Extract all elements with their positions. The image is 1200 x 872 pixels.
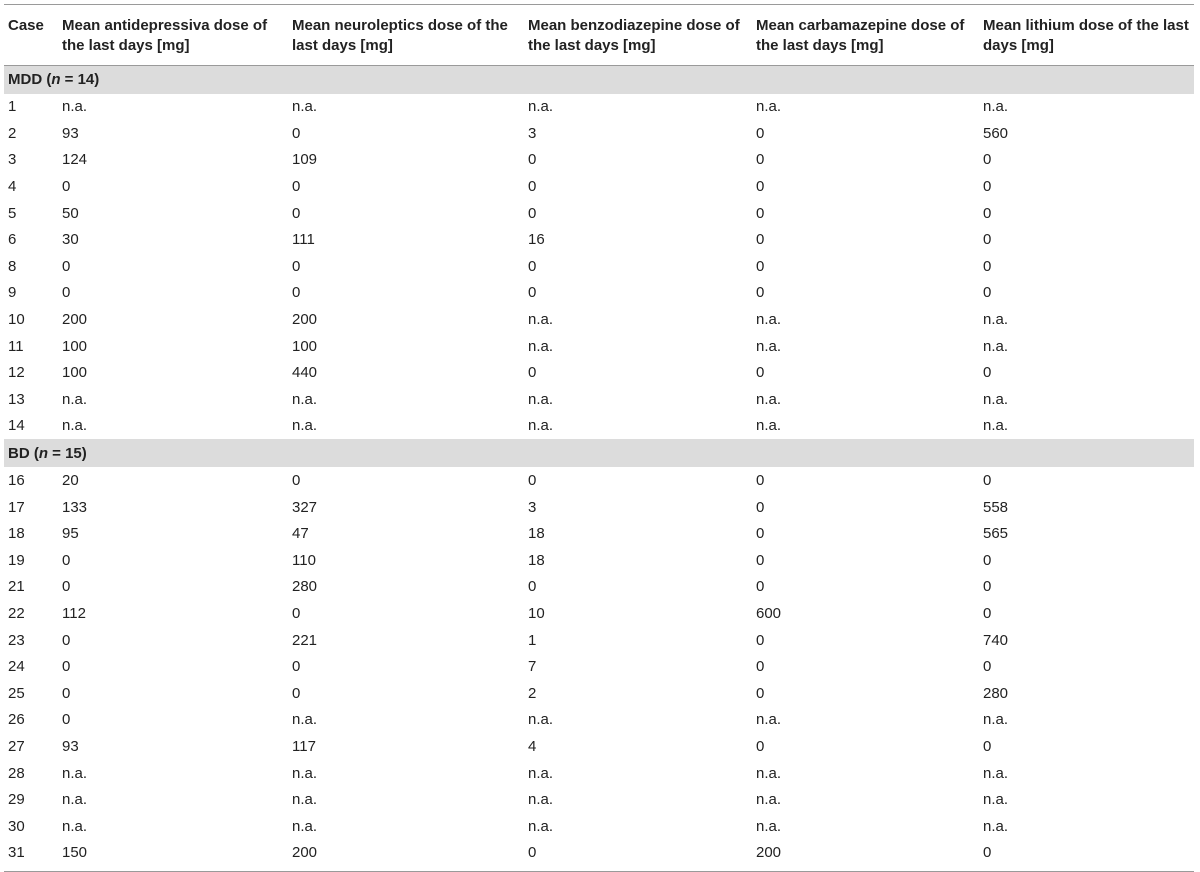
cell-benzodiazepine: 0	[528, 844, 537, 862]
table-row	[4, 467, 1194, 494]
table-row	[4, 120, 1194, 147]
cell-antidepressiva: 0	[62, 257, 71, 275]
cell-antidepressiva: 0	[62, 178, 71, 196]
cell-antidepressiva: 95	[62, 525, 79, 543]
cell-benzodiazepine: 2	[528, 684, 537, 702]
cell-neuroleptics: n.a.	[292, 98, 318, 116]
table-row	[4, 359, 1194, 386]
cell-lithium: 558	[983, 498, 1009, 516]
cell-carbamazepine: 0	[756, 124, 765, 142]
cell-antidepressiva: 133	[62, 498, 88, 516]
cell-benzodiazepine: n.a.	[528, 311, 554, 329]
cell-carbamazepine: 0	[756, 498, 765, 516]
cell-antidepressiva: 50	[62, 204, 79, 222]
cell-case: 17	[8, 498, 25, 516]
cell-neuroleptics: 0	[292, 284, 301, 302]
cell-antidepressiva: 0	[62, 631, 71, 649]
cell-neuroleptics: 110	[292, 551, 316, 569]
cell-case: 1	[8, 98, 17, 116]
cell-antidepressiva: 100	[62, 364, 88, 382]
cell-benzodiazepine: n.a.	[528, 764, 554, 782]
top-rule	[4, 4, 1194, 5]
cell-case: 9	[8, 284, 17, 302]
cell-antidepressiva: 30	[62, 231, 79, 249]
cell-antidepressiva: n.a.	[62, 390, 88, 408]
cell-neuroleptics: 117	[292, 737, 316, 755]
cell-case: 24	[8, 658, 25, 676]
cell-benzodiazepine: 0	[528, 257, 537, 275]
header-benzodiazepine: Mean benzodiazepine dose of the last days [mg]	[524, 8, 752, 65]
cell-lithium: 0	[983, 231, 992, 249]
cell-lithium: 0	[983, 151, 992, 169]
cell-case: 30	[8, 817, 25, 835]
cell-carbamazepine: n.a.	[756, 417, 782, 435]
cell-lithium: 565	[983, 525, 1009, 543]
cell-lithium: 0	[983, 284, 992, 302]
cell-antidepressiva: 200	[62, 311, 88, 329]
cell-carbamazepine: 0	[756, 525, 765, 543]
cell-antidepressiva: 20	[62, 472, 79, 490]
table-row	[4, 813, 1194, 840]
cell-case: 23	[8, 631, 25, 649]
cell-antidepressiva: 93	[62, 124, 79, 142]
table-row	[4, 413, 1194, 440]
cell-lithium: n.a.	[983, 390, 1009, 408]
cell-carbamazepine: 0	[756, 684, 765, 702]
cell-case: 25	[8, 684, 25, 702]
group-label	[4, 439, 1194, 467]
cell-benzodiazepine: 18	[528, 525, 545, 543]
cell-carbamazepine: 0	[756, 737, 765, 755]
cell-benzodiazepine: 3	[528, 498, 537, 516]
cell-lithium: 0	[983, 578, 992, 596]
cell-neuroleptics: 109	[292, 151, 318, 169]
cell-case: 26	[8, 711, 25, 729]
cell-antidepressiva: n.a.	[62, 791, 88, 809]
cell-lithium: 0	[983, 737, 992, 755]
cell-antidepressiva: 124	[62, 151, 88, 169]
cell-carbamazepine: 200	[756, 844, 782, 862]
cell-lithium: 0	[983, 204, 992, 222]
cell-carbamazepine: 0	[756, 178, 765, 196]
cell-carbamazepine: n.a.	[756, 390, 782, 408]
cell-benzodiazepine: 0	[528, 204, 537, 222]
cell-case: 12	[8, 364, 25, 382]
cell-case: 22	[8, 604, 25, 622]
cell-neuroleptics: 111	[292, 231, 315, 249]
cell-benzodiazepine: 7	[528, 658, 537, 676]
cell-benzodiazepine: 0	[528, 151, 537, 169]
cell-antidepressiva: 0	[62, 711, 71, 729]
cell-lithium: 0	[983, 472, 992, 490]
group-header-row	[4, 65, 1194, 94]
cell-carbamazepine: 0	[756, 551, 765, 569]
cell-lithium: 0	[983, 257, 992, 275]
cell-antidepressiva: 112	[62, 604, 86, 622]
cell-case: 13	[8, 390, 25, 408]
group-label-prefix: MDD (	[8, 71, 52, 88]
group-label-n: n	[38, 444, 48, 462]
cell-antidepressiva: n.a.	[62, 98, 88, 116]
cell-benzodiazepine: 16	[528, 231, 545, 249]
cell-neuroleptics: 440	[292, 364, 318, 382]
cell-antidepressiva: 0	[62, 658, 71, 676]
cell-carbamazepine: 0	[756, 284, 765, 302]
cell-carbamazepine: n.a.	[756, 817, 782, 835]
cell-benzodiazepine: n.a.	[528, 98, 554, 116]
cell-neuroleptics: 280	[292, 578, 318, 596]
cell-benzodiazepine: n.a.	[528, 711, 554, 729]
table-row	[4, 253, 1194, 280]
cell-antidepressiva: n.a.	[62, 817, 88, 835]
header-lithium: Mean lithium dose of the last days [mg]	[979, 8, 1194, 65]
cell-antidepressiva: 0	[62, 684, 71, 702]
cell-case: 27	[8, 737, 25, 755]
cell-neuroleptics: 200	[292, 311, 318, 329]
cell-benzodiazepine: n.a.	[528, 390, 554, 408]
cell-case: 29	[8, 791, 25, 809]
table-row	[4, 840, 1194, 867]
cell-neuroleptics: n.a.	[292, 791, 318, 809]
cell-case: 14	[8, 417, 25, 435]
table-row	[4, 226, 1194, 253]
cell-carbamazepine: 0	[756, 472, 765, 490]
cell-antidepressiva: 0	[62, 578, 71, 596]
table-row	[4, 653, 1194, 680]
cell-carbamazepine: 0	[756, 631, 765, 649]
cell-lithium: n.a.	[983, 311, 1009, 329]
cell-case: 3	[8, 151, 17, 169]
cell-carbamazepine: n.a.	[756, 337, 782, 355]
cell-antidepressiva: 93	[62, 737, 79, 755]
table-row	[4, 520, 1194, 547]
group-header-row	[4, 439, 1194, 467]
cell-case: 6	[8, 231, 17, 249]
cell-carbamazepine: n.a.	[756, 791, 782, 809]
cell-neuroleptics: 0	[292, 684, 301, 702]
cell-benzodiazepine: 18	[528, 551, 545, 569]
cell-case: 28	[8, 764, 25, 782]
table-row	[4, 600, 1194, 627]
table-row	[4, 786, 1194, 813]
cell-case: 31	[8, 844, 25, 862]
cell-benzodiazepine: 0	[528, 284, 537, 302]
table-body	[4, 65, 1194, 866]
cell-lithium: 0	[983, 178, 992, 196]
cell-benzodiazepine: n.a.	[528, 417, 554, 435]
cell-lithium: 0	[983, 364, 992, 382]
cell-carbamazepine: n.a.	[756, 711, 782, 729]
cell-case: 10	[8, 311, 25, 329]
cell-benzodiazepine: 4	[528, 737, 537, 755]
header-antidepressiva: Mean antidepressiva dose of the last days [mg]	[58, 8, 288, 65]
group-label	[4, 65, 1194, 94]
table-row	[4, 707, 1194, 734]
cell-lithium: n.a.	[983, 764, 1009, 782]
cell-case: 21	[8, 578, 25, 596]
cell-case: 16	[8, 472, 25, 490]
table-header	[4, 8, 1194, 65]
medication-dose-table	[4, 8, 1194, 866]
cell-lithium: n.a.	[983, 98, 1009, 116]
cell-case: 5	[8, 204, 17, 222]
cell-lithium: 280	[983, 684, 1009, 702]
cell-carbamazepine: 0	[756, 231, 765, 249]
cell-case: 2	[8, 124, 17, 142]
header-row	[4, 8, 1194, 65]
cell-neuroleptics: n.a.	[292, 817, 318, 835]
cell-case: 18	[8, 525, 25, 543]
table-row	[4, 173, 1194, 200]
table-row	[4, 94, 1194, 121]
cell-antidepressiva: 100	[62, 337, 88, 355]
cell-carbamazepine: 0	[756, 658, 765, 676]
table-row	[4, 306, 1194, 333]
cell-lithium: 0	[983, 604, 992, 622]
cell-carbamazepine: 600	[756, 604, 782, 622]
table-row	[4, 547, 1194, 574]
cell-carbamazepine: 0	[756, 204, 765, 222]
cell-neuroleptics: n.a.	[292, 390, 318, 408]
cell-neuroleptics: n.a.	[292, 417, 318, 435]
cell-carbamazepine: 0	[756, 151, 765, 169]
table-row	[4, 494, 1194, 521]
cell-benzodiazepine: n.a.	[528, 337, 554, 355]
cell-lithium: n.a.	[983, 337, 1009, 355]
cell-neuroleptics: 47	[292, 525, 309, 543]
cell-case: 19	[8, 551, 25, 569]
cell-neuroleptics: n.a.	[292, 711, 318, 729]
cell-benzodiazepine: 0	[528, 178, 537, 196]
header-case: Case	[4, 8, 58, 65]
cell-benzodiazepine: 3	[528, 124, 537, 142]
table-row	[4, 733, 1194, 760]
cell-neuroleptics: 0	[292, 658, 301, 676]
table-row	[4, 147, 1194, 174]
header-carbamazepine: Mean carbamazepine dose of the last days [mg]	[752, 8, 979, 65]
cell-neuroleptics: 200	[292, 844, 318, 862]
table-row	[4, 760, 1194, 787]
cell-lithium: n.a.	[983, 817, 1009, 835]
cell-neuroleptics: 221	[292, 631, 318, 649]
cell-neuroleptics: 327	[292, 498, 318, 516]
cell-lithium: n.a.	[983, 791, 1009, 809]
cell-carbamazepine: 0	[756, 364, 765, 382]
table-row	[4, 627, 1194, 654]
cell-antidepressiva: n.a.	[62, 764, 88, 782]
cell-benzodiazepine: n.a.	[528, 791, 554, 809]
group-label-n: n	[51, 71, 61, 88]
cell-benzodiazepine: 0	[528, 472, 537, 490]
cell-lithium: 0	[983, 844, 992, 862]
header-neuroleptics: Mean neuroleptics dose of the last days [mg]	[288, 8, 524, 65]
cell-lithium: 0	[983, 658, 992, 676]
cell-antidepressiva: 150	[62, 844, 88, 862]
cell-neuroleptics: 0	[292, 178, 301, 196]
cell-neuroleptics: 0	[292, 124, 301, 142]
cell-case: 4	[8, 178, 17, 196]
table-row	[4, 333, 1194, 360]
cell-neuroleptics: 0	[292, 472, 301, 490]
cell-lithium: 560	[983, 124, 1009, 142]
cell-benzodiazepine: 1	[528, 631, 537, 649]
group-label-prefix: BD (	[8, 444, 39, 462]
cell-benzodiazepine: 10	[528, 604, 545, 622]
group-label-suffix: = 14)	[60, 71, 100, 88]
table-row	[4, 280, 1194, 307]
cell-carbamazepine: 0	[756, 257, 765, 275]
cell-benzodiazepine: n.a.	[528, 817, 554, 835]
cell-lithium: 0	[983, 551, 992, 569]
cell-carbamazepine: n.a.	[756, 764, 782, 782]
cell-lithium: 740	[983, 631, 1009, 649]
cell-lithium: n.a.	[983, 417, 1009, 435]
table-row	[4, 574, 1194, 601]
table-row	[4, 680, 1194, 707]
cell-benzodiazepine: 0	[528, 364, 537, 382]
cell-benzodiazepine: 0	[528, 578, 537, 596]
cell-case: 11	[8, 337, 24, 355]
cell-carbamazepine: n.a.	[756, 98, 782, 116]
cell-antidepressiva: 0	[62, 284, 71, 302]
cell-lithium: n.a.	[983, 711, 1009, 729]
group-label-suffix: = 15)	[48, 444, 87, 462]
cell-neuroleptics: 0	[292, 204, 301, 222]
cell-neuroleptics: 0	[292, 604, 301, 622]
cell-case: 8	[8, 257, 17, 275]
table-row	[4, 200, 1194, 227]
table-row	[4, 386, 1194, 413]
cell-antidepressiva: 0	[62, 551, 71, 569]
cell-neuroleptics: n.a.	[292, 764, 318, 782]
cell-antidepressiva: n.a.	[62, 417, 88, 435]
cell-neuroleptics: 100	[292, 337, 318, 355]
cell-neuroleptics: 0	[292, 257, 301, 275]
cell-carbamazepine: 0	[756, 578, 765, 596]
cell-carbamazepine: n.a.	[756, 311, 782, 329]
